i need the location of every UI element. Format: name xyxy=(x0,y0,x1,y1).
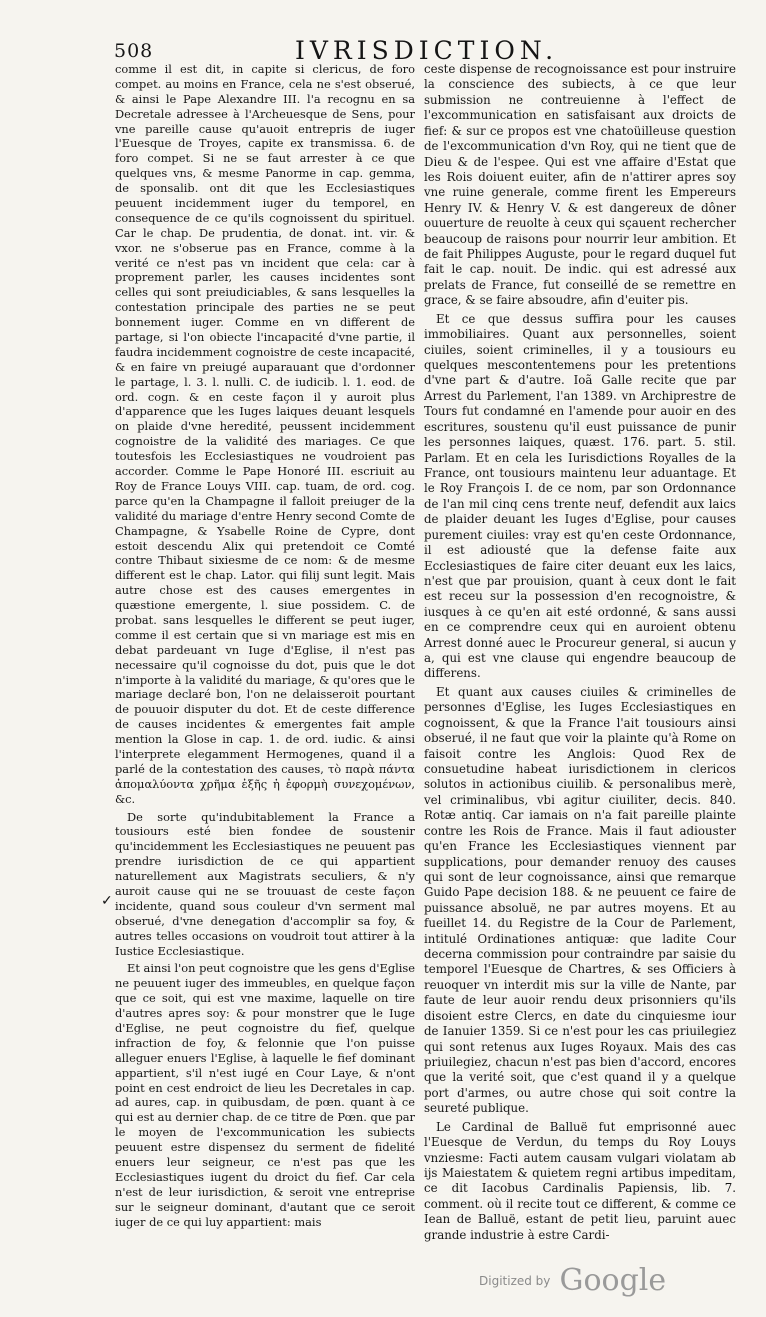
paragraph: Et ainsi l'on peut cognoistre que les gens d'Eglise ne peuuent iuger des immeubles, en quelque façon que ce soit, qui est vne maxime, laquelle on tire d'autres apres soy: & pour monstrer que le Iuge d'Eglise, ne peut cognoistre du fief, quelque infraction de foy, & felonnie que l'on puisse alleguer enuers l'Eglise, à laquelle le fief dominant appartient, s'il n'est iugé en Cour Laye, & n'ont point en cest endroict de lieu les Decretales in cap. ad aures, cap. in quibusdam, de pœn. quant à ce qui est au dernier chap. de ce titre de Pœn. que par le moyen de l'excommunication les subiects peuuent estre dispensez du serment de fidelité enuers leur seigneur, ce n'est pas que les Ecclesiastiques iugent du droict du fief. Car cela n'est de leur iurisdiction, & seroit vne entreprise sur le seigneur dominant, d'autant que ce seroit iuger de ce qui luy appartient: mais xyxy=(115,961,415,1229)
paragraph: ceste dispense de recognoissance est pour instruire la conscience des subiects, à ce que leur submission ne contreuienne à l'effect de l'excommunication en satisfaisant aux droicts de fief: & sur ce propos est vne chatoüilleuse question de l'excommunication d'vn Roy, qui ne tient que de Dieu & de l'espee. Qui est vne affaire d'Estat que les Rois doiuent euiter, afin de n'attirer apres soy vne ruine generale, comme firent les Empereurs Henry IV. & Henry V. & est dangereux de dôner ouuerture de reuolte à ceux qui sçauent rechercher beaucoup de raisons pour nourrir leur ambition. Et de fait Philippes Auguste, pour le regard duquel fut fait le cap. nouit. De indic. qui est adressé aux prelats de France, fut conseillé de se remettre en grace, & se faire absoudre, afin d'euiter pis. xyxy=(424,62,736,308)
paragraph: Et ce que dessus suffira pour les causes immobiliaires. Quant aux personnelles, soient ciuiles, soient criminelles, il y a tousiours eu quelques mescontentemens pour les pretentions d'vne part & d'autre. Ioã Galle recite que par Arrest du Parlement, l'an 1389. vn Archiprestre de Tours fut condamné en l'amende pour auoir en des escritures, soustenu qu'il eust puissance de punir les personnes laiques, quæst. 176. part. 5. stil. Parlam. Et en cela les Iurisdictions Royalles de la France, ont tousiours maintenu leur aduantage. Et le Roy François I. de ce nom, par son Ordonnance de l'an mil cinq cens trente neuf, defendit aux laics de plaider deuant les Iuges d'Eglise, pour causes purement ciuiles: vray est qu'en ceste Ordonnance, il est adiousté que la defense faite aux Ecclesiastiques de faire citer deuant eux les laics, n'est que par prouision, quant à ceux dont le fait est receu sur la possession d'en recognoistre, & iusques à ce qu'en ait esté ordonné, & sans aussi en ce comprendre ceux qui en auroient obtenu Arrest donné auec le Procureur general, si aucun y a, qui est vne clause qui engendre beaucoup de differens. xyxy=(424,311,736,681)
paragraph: Et quant aux causes ciuiles & criminelles de personnes d'Eglise, les Iuges Ecclesiastiques en cognoissent, & que la France l'ait tousiours ainsi obserué, il ne faut que voir la plainte qu'à Rome on faisoit contre les Anglois: Quod Rex de consuetudine habeat iurisdictionem in clericos solutos in actionibus ciuilib. & personalibus merè, vel criminalibus, vbi agitur ciuiliter, decis. 840. Rotæ antiq. Car iamais on n'a fait pareille plainte contre les Rois de France. Mais il faut adiouster qu'en France les Ecclesiastiques viennent par supplications, pour demander renuoy des causes qui sont de leur cognoissance, ainsi que remarque Guido Pape decision 188. & ne peuuent ce faire de puissance absoluë, ne par autres moyens. Et au fueillet 14. du Registre de la Cour de Parlement, intitulé Ordinationes antiquæ: que ladite Cour decerna commission pour contraindre par saisie du temporel l'Euesque de Chartres, & ses Officiers à reuoquer vn interdit mis sur la ville de Nante, par faute de leur auoir rendu deux prisonniers qu'ils disoient estre Clercs, en date du cinquiesme iour de Ianuier 1359. Si ce n'est pour les cas priuilegiez qui sont retenus aux Iuges Royaux. Mais des cas priuilegiez, chacun n'est pas bien d'accord, encores que la verité soit, que c'est quand il y a quelque port d'armes, ou autre chose qui soit contre la seureté publique. xyxy=(424,684,736,1116)
paragraph: comme il est dit, in capite si clericus, de foro compet. au moins en France, cela ne s'est obserué, & ainsi le Pape Alexandre III. l'a recognu en sa Decretale adressee à l'Archeuesque de Sens, pour vne pareille cause qu'auoit entrepris de iuger l'Euesque de Troyes, capite ex transmissa. 6. de foro compet. Si ne se faut arrester à ce que quelques vns, & mesme Panorme in cap. gemma, de sponsalib. ont dit que les Ecclesiastiques peuuent incidemment iuger du temporel, en consequence de ce qu'ils cognoissent du spirituel. Car le chap. De prudentia, de donat. int. vir. & vxor. ne s'obserue pas en France, comme à la verité ce n'est pas vn incident que cela: car à proprement parler, les causes incidentes sont celles qui sont preiudiciables, & sans lesquelles la contestation principale des parties ne se peut bonnement iuger. Comme en vn different de partage, si l'on obiecte l'incapacité d'vne partie, il faudra incidemment cognoistre de ceste incapacité, & en faire vn preiugé auparauant que d'ordonner le partage, l. 3. l. nulli. C. de iudicib. l. 1. eod. de ord. cogn. & en ceste façon il y auroit plus d'apparence que les Iuges laiques deuant lesquels on plaide d'vne heredité, peussent incidemment cognoistre de la validité des mariages. Ce que toutesfois les Ecclesiastiques ne voudroient pas accorder. Comme le Pape Honoré III. escriuit au Roy de France Louys VIII. cap. tuam, de ord. cog. parce qu'en la Champagne il falloit preiuger de la validité du mariage d'entre Henry second Comte de Champagne, & Ysabelle Roine de Cypre, dont estoit descendu Alix qui pretendoit ce Comté contre Thibaut sixiesme de ce nom: & de mesme different est le chap. Lator. qui filij sunt legit. Mais autre chose est des causes emergentes in quæstione emergente, l. siue possidem. C. de probat. sans lesquelles le different se peut iuger, comme il est certain que si vn mariage est mis en debat pardeuant vn Iuge d'Eglise, il n'est pas necessaire qu'il cognoisse du dot, puis que le dot n'importe à la validité du mariage, & qu'ores que le mariage declaré bon, l'on ne delaisseroit pourtant de pouuoir disputer du dot. Et de ceste difference de causes incidentes & emergentes fait ample mention la Glose in cap. 1. de ord. iudic. & ainsi l'interprete elegamment Hermogenes, quand il a parlé de la contestation des causes, τὸ παρὰ πάντα ἀπομαλύοντα χρῆμα ἐξῆς ἡ ἐφορμὴ συνεχομένων, &c. xyxy=(115,62,415,806)
digitized-by-label: Digitized by xyxy=(479,1273,551,1288)
paragraph: De sorte qu'indubitablement la France a tousiours esté bien fondee de soustenir qu'incidemment les Ecclesiastiques ne peuuent pas prendre iurisdiction de ce qui appartient naturellement aux Magistrats seculiers, & n'y auroit cause qui ne se trouuast de ceste façon incidente, quand sous couleur d'vn serment mal obserué, d'vne denegation d'accomplir sa foy, & autres telles occasions on voudroit tout attirer à la Iustice Ecclesiastique. xyxy=(115,809,415,958)
margin-check-mark: ✓ xyxy=(101,893,113,909)
paragraph: Le Cardinal de Balluë fut emprisonné auec l'Euesque de Verdun, du temps du Roy Louys vnziesme: Facti autem causam vulgari violatam ab ijs Maiestatem & quietem regni artibus impeditam, ce dit Iacobus Cardinalis Papiensis, lib. 7. comment. où il recite tout ce different, & comme ce Iean de Balluë, estant de petit lieu, paruint auec grande industrie à estre Cardi- xyxy=(424,1119,736,1242)
google-logo: Google xyxy=(559,1263,667,1298)
digitized-by-watermark xyxy=(479,1263,666,1298)
right-column xyxy=(424,62,736,1243)
left-column xyxy=(115,62,415,1229)
running-title: IVRISDICTION. xyxy=(295,36,559,65)
page-number: 508 xyxy=(114,40,154,62)
